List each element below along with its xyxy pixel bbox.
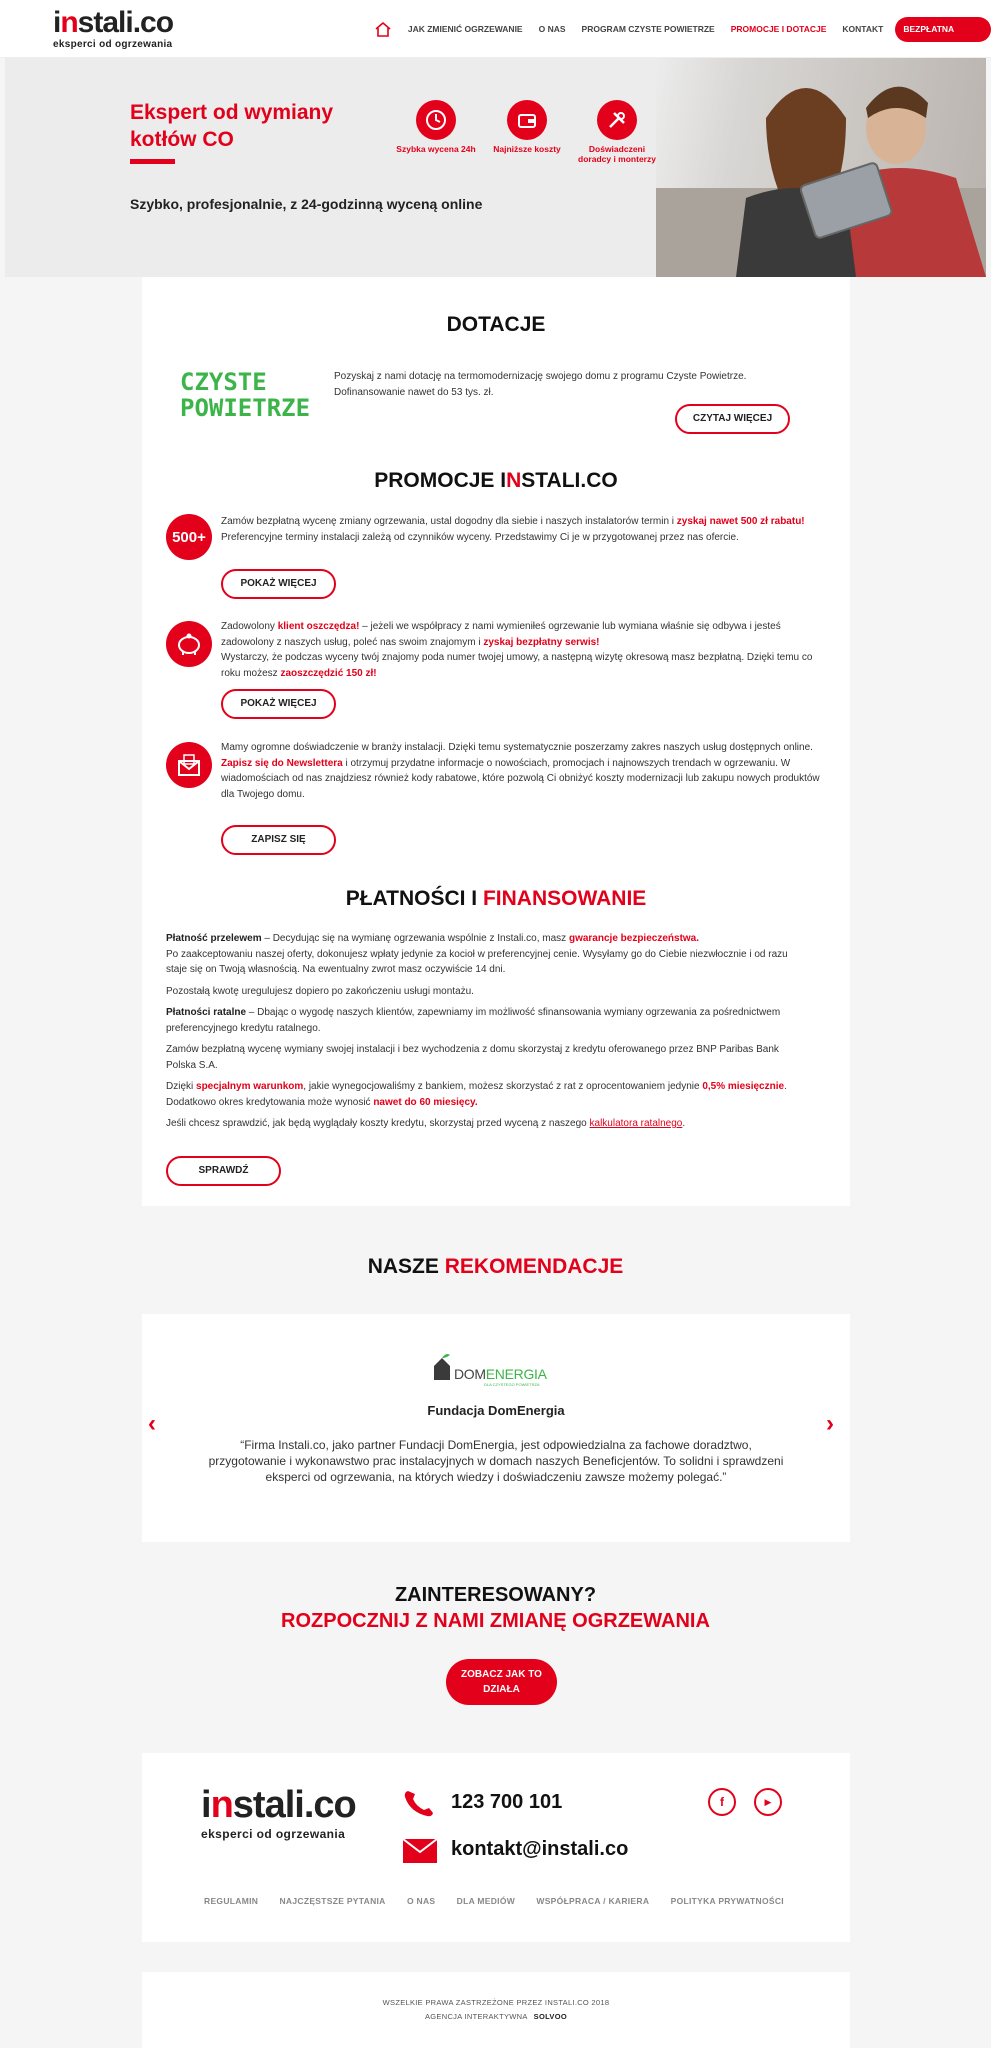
hero-photo-couple-with-tablet — [656, 58, 986, 277]
installment-calculator-link[interactable]: kalkulatora ratalnego — [589, 1118, 683, 1129]
footer-link-kariera[interactable]: WSPÓŁPRACA / KARIERA — [536, 1896, 650, 1906]
piggy-bank-icon — [166, 621, 212, 667]
logo-tagline: eksperci od ogrzewania — [53, 39, 173, 50]
recommendations-slider — [142, 1314, 850, 1542]
check-button[interactable]: SPRAWDŹ — [166, 1156, 281, 1186]
footer-nav — [204, 1896, 784, 1906]
logo[interactable]: instali.co eksperci od ogrzewania — [53, 6, 174, 50]
clock-icon — [416, 100, 456, 140]
footer-phone[interactable]: 123 700 101 — [451, 1791, 563, 1813]
see-how-it-works-button[interactable]: ZOBACZ JAK TO DZIAŁA — [446, 1659, 557, 1705]
hero-banner — [5, 58, 986, 277]
main-content-card — [142, 277, 850, 1206]
agency-credit: AGENCJA INTERAKTYWNA SOLVOO — [425, 2012, 567, 2021]
cta-heading: ZAINTERESOWANY? ROZPOCZNIJ Z NAMI ZMIANĘ OGRZEWANIA — [281, 1584, 710, 1632]
nav-item-promocje[interactable]: PROMOCJE I DOTACJE — [730, 24, 827, 34]
section-title-platnosci: PŁATNOŚCI I FINANSOWANIE — [345, 887, 647, 910]
nav-item-czyste-powietrze[interactable]: PROGRAM CZYSTE POWIETRZE — [581, 24, 715, 34]
promo-item-newsletter: Mamy ogromne doświadczenie w branży instalacji. Dzięki temu systematycznie poszerzamy zakres naszych usług dostępnych online. Zapisz się do Newslettera i otrzymuj przydatne informacje o nowościach, promocjach i najnowszych trendach w ogrzewaniu. W wiadomościach od nas znajdziesz również kody rabatowe, które pozwolą Ci obniżyć koszty modernizacji lub zakupu nowych produktów dla Twojego domu. — [221, 742, 820, 800]
footer-card — [142, 1753, 850, 1942]
newsletter-icon — [166, 742, 212, 788]
subscribe-button[interactable]: ZAPISZ SIĘ — [221, 825, 336, 855]
main-nav — [372, 16, 991, 59]
phone-icon — [402, 1788, 436, 1818]
hero-subtitle: Szybko, profesjonalnie, z 24-godzinną wyceną online — [130, 196, 483, 212]
section-title-rekomendacje: NASZE REKOMENDACJE — [367, 1255, 624, 1278]
copyright-text: WSZELKIE PRAWA ZASTRZEŻONE PRZEZ INSTALI.CO 2018 — [382, 1998, 610, 2007]
footer-link-media[interactable]: DLA MEDIÓW — [456, 1896, 516, 1906]
payments-text: Płatność przelewem – Decydując się na wymianę ogrzewania wspólnie z Instali.co, masz gwarancje bezpieczeństwa. Po zaakceptowaniu naszej oferty, dokonujesz wpłaty jedynie za kocioł w preferencyjnej cenie. Wysyłamy go do Ciebie niezwłocznie i od razu staje się on Twoją własnością. Na ewentualny zwrot masz oczywiście 14 dni. Pozostałą kwotę uregulujesz dopiero po zakończeniu usługi montażu. Płatności ratalne – Dbając o wygodę naszych klientów, zapewniamy im możliwość sfinansowania wymiany ogrzewania za pośrednictwem preferencyjnego kredytu ratalnego. Zamów bezpłatną wycenę wymiany swojej instalacji i bez wychodzenia z domu skorzystaj z kredytu oferowanego przez BNP Paribas Bank Polska S.A. Dzięki specjalnym warunkom, jakie wynegocjowaliśmy z bankiem, możesz skorzystać z rat z oprocentowaniem jedynie 0,5% miesięcznie. Dodatkowo okres kredytowania może wynosić nawet do 60 miesięcy. Jeśli chcesz sprawdzić, jak będą wyglądały koszty kredytu, skorzystaj przed wyceną z naszego kalkulatora ratalnego. — [166, 933, 788, 1129]
nav-item-kontakt[interactable]: KONTAKT — [842, 24, 884, 34]
feature-quick-quote: Szybka wycena 24h — [391, 100, 481, 154]
footer-link-privacy[interactable]: POLITYKA PRYWATNOŚCI — [670, 1896, 784, 1906]
solvoo-logo[interactable]: SOLVOO — [533, 2012, 567, 2021]
nav-item-o-nas[interactable]: O NAS — [538, 24, 566, 34]
promo-item-discount: Zamów bezpłatną wycenę zmiany ogrzewania, ustal dogodny dla siebie i naszych instalatorów termin i zyskaj nawet 500 zł rabatu! Preferencyjne terminy instalacji zależą od czynników wyceny. Przedstawimy Ci je w przygotowanej przez nas ofercie. — [221, 516, 805, 543]
tools-icon — [597, 100, 637, 140]
slider-next-arrow-icon[interactable]: › — [826, 1410, 834, 1437]
feature-lowest-cost: Najniższe koszty — [482, 100, 572, 154]
slider-prev-arrow-icon[interactable]: ‹ — [148, 1410, 156, 1437]
recommendation-quote: “Firma Instali.co, jako partner Fundacji DomEnergia, jest odpowiedzialna za fachowe doradztwo, przygotowanie i wykonawstwo prac instalacyjnych w domach naszych Beneficjentów. To solidni i sprawdzeni eksperci od ogrzewania, na których wiedzy i doświadczeniu zawsze możemy polegać.” — [208, 1438, 784, 1484]
hero-title: Ekspert od wymiany kotłów CO — [130, 101, 334, 151]
promo-item-referral: Zadowolony klient oszczędza! – jeżeli we współpracy z nami wymieniłeś ogrzewanie lub wymiana właśnie się odbywa i jesteś zadowolony z naszych usług, poleć nas swoim znajomym i zyskaj bezpłatny serwis! Wystarczy, że podczas wyceny twój znajomy poda numer twojej umowy, a następną wizytę okresową masz bezpłatną. Dzięki temu co roku możesz zaoszczędzić 150 zł! — [221, 621, 813, 679]
youtube-icon[interactable]: ▶ — [754, 1788, 782, 1816]
footer-email[interactable]: kontakt@instali.co — [451, 1838, 629, 1860]
show-more-button-1[interactable]: POKAŻ WIĘCEJ — [221, 569, 336, 599]
dotacje-text: Pozyskaj z nami dotację na termomodernizację swojego domu z programu Czyste Powietrze. Dofinansowanie nawet do 53 tys. zł. — [334, 371, 747, 398]
czyste-powietrze-logo[interactable]: CZYSTE POWIETRZE — [180, 368, 311, 422]
email-icon — [403, 1839, 437, 1863]
wallet-icon — [507, 100, 547, 140]
site-header — [0, 0, 991, 58]
read-more-button[interactable]: CZYTAJ WIĘCEJ — [675, 404, 790, 434]
recommendation-author: Fundacja DomEnergia — [427, 1403, 565, 1418]
footer-link-o-nas[interactable]: O NAS — [406, 1896, 436, 1906]
discount-500-icon: 500+ — [166, 514, 212, 560]
show-more-button-2[interactable]: POKAŻ WIĘCEJ — [221, 689, 336, 719]
free-quote-button[interactable]: BEZPŁATNA WYCENA — [895, 17, 991, 42]
domenergia-logo: DOMENERGIA DLA CZYSTEGO POWIETRZA — [432, 1352, 562, 1386]
facebook-icon[interactable]: f — [708, 1788, 736, 1816]
section-title-dotacje: DOTACJE — [446, 313, 546, 336]
footer-logo[interactable]: instali.co eksperci od ogrzewania — [201, 1784, 356, 1841]
copyright-bar — [142, 1972, 850, 2048]
nav-item-jak-zmienic[interactable]: JAK ZMIENIĆ OGRZEWANIE — [407, 24, 523, 34]
feature-experts: Doświadczeni doradcy i monterzy — [572, 100, 662, 164]
section-title-promocje: PROMOCJE INSTALI.CO — [374, 469, 618, 492]
footer-link-regulamin[interactable]: REGULAMIN — [204, 1896, 259, 1906]
hero-underline — [130, 159, 175, 164]
home-icon[interactable] — [372, 16, 395, 42]
footer-link-faq[interactable]: NAJCZĘSTSZE PYTANIA — [279, 1896, 386, 1906]
